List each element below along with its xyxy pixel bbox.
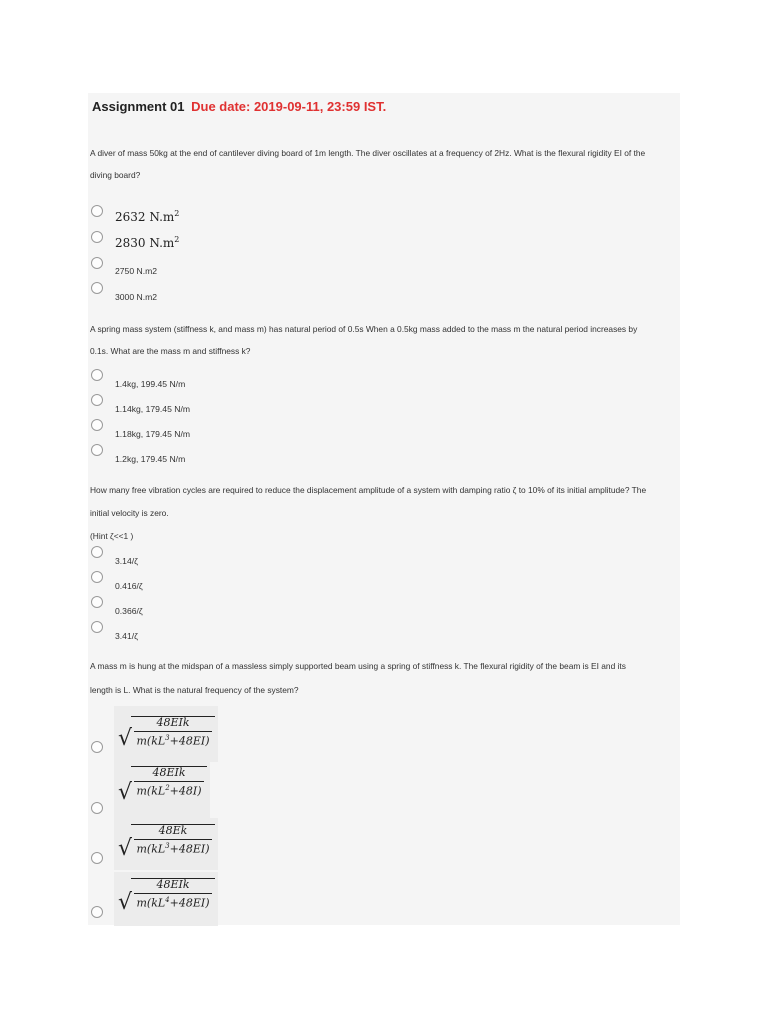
q4-option-3-denominator: $m(kL^3+48EI)$ [136, 842, 210, 856]
q3-option-4-label: 3.41/ζ [115, 631, 138, 641]
radio-q3-option-2[interactable] [91, 571, 103, 583]
question-1-text-line1: A diver of mass 50kg at the end of cantilever diving board of 1m length. The diver oscillates at a frequency of 2Hz. What is the flexural rigidity EI of the [90, 148, 646, 158]
radio-q1-option-4[interactable] [91, 282, 103, 294]
question-3-hint: (Hint ζ<<1 ) [90, 531, 134, 541]
q4-option-1-numerator: 48EIk [156, 716, 190, 729]
radio-q2-option-3[interactable] [91, 419, 103, 431]
q1-option-3-label: 2750 N.m2 [115, 266, 158, 276]
q4-option-2-denominator: $m(kL^2+48I)$ [136, 784, 202, 798]
q1-option-2-label: 2830 $N.m^2$ [115, 235, 180, 250]
q1-option-4-label: 3000 N.m2 [115, 292, 158, 302]
question-4-text-line2: length is L. What is the natural frequency of the system? [90, 685, 299, 695]
radio-q3-option-3[interactable] [91, 596, 103, 608]
q4-option-2-formula [114, 762, 210, 818]
question-2-text-line1: A spring mass system (stiffness k, and mass m) has natural period of 0.5s When a 0.5kg mass added to the mass m the natural period increases by [90, 324, 638, 334]
q1-option-1-label: 2632 $N.m^2$ [115, 209, 180, 224]
question-4-text-line1: A mass m is hung at the midspan of a massless simply supported beam using a spring of stiffness k. The flexural rigidity of the beam is EI and its [90, 661, 626, 671]
assignment-name: Assignment 01 [92, 99, 185, 114]
q4-option-4-denominator: $m(kL^4+48EI)$ [136, 896, 210, 910]
question-3-text-line1: How many free vibration cycles are required to reduce the displacement amplitude of a system with damping ratio ζ to 10% of its initial amplitude? The [90, 485, 647, 495]
q3-option-3-label: 0.366/ζ [115, 606, 143, 616]
radio-q1-option-1[interactable] [91, 205, 103, 217]
q3-option-2-label: 0.416/ζ [115, 581, 143, 591]
radio-q2-option-4[interactable] [91, 444, 103, 456]
sqrt-icon: √ [118, 890, 133, 915]
fraction-bar [134, 731, 212, 732]
radio-q1-option-3[interactable] [91, 257, 103, 269]
due-date: Due date: 2019-09-11, 23:59 IST. [191, 99, 387, 114]
radio-q1-option-2[interactable] [91, 231, 103, 243]
q3-option-1-label: 3.14/ζ [115, 556, 138, 566]
q4-option-1-formula [114, 706, 218, 762]
q2-option-1-label: 1.4kg, 199.45 N/m [115, 379, 186, 389]
q4-option-1-denominator: $m(kL^3+48EI)$ [136, 734, 210, 748]
radio-q4-option-3[interactable] [91, 852, 103, 864]
question-2-text-line2: 0.1s. What are the mass m and stiffness k? [90, 346, 251, 356]
sqrt-icon: √ [118, 780, 133, 805]
radio-q3-option-4[interactable] [91, 621, 103, 633]
fraction-bar [134, 839, 212, 840]
fraction-bar [134, 893, 212, 894]
q2-option-4-label: 1.2kg, 179.45 N/m [115, 454, 186, 464]
radio-q2-option-2[interactable] [91, 394, 103, 406]
q4-option-3-numerator: 48Ek [158, 824, 188, 837]
q4-option-4-formula [114, 872, 218, 926]
q4-option-4-numerator: 48EIk [156, 878, 190, 891]
radio-q4-option-2[interactable] [91, 802, 103, 814]
radio-q4-option-1[interactable] [91, 741, 103, 753]
fraction-bar [134, 781, 204, 782]
sqrt-icon: √ [118, 836, 133, 861]
q4-option-3-formula [114, 818, 218, 870]
q4-option-2-numerator: 48EIk [152, 766, 186, 779]
assignment-title [92, 99, 386, 114]
question-3-text-line2: initial velocity is zero. [90, 508, 169, 518]
q2-option-3-label: 1.18kg, 179.45 N/m [115, 429, 191, 439]
sqrt-icon: √ [118, 726, 133, 751]
question-1-text-line2: diving board? [90, 170, 141, 180]
radio-q2-option-1[interactable] [91, 369, 103, 381]
radio-q4-option-4[interactable] [91, 906, 103, 918]
radio-q3-option-1[interactable] [91, 546, 103, 558]
q2-option-2-label: 1.14kg, 179.45 N/m [115, 404, 191, 414]
